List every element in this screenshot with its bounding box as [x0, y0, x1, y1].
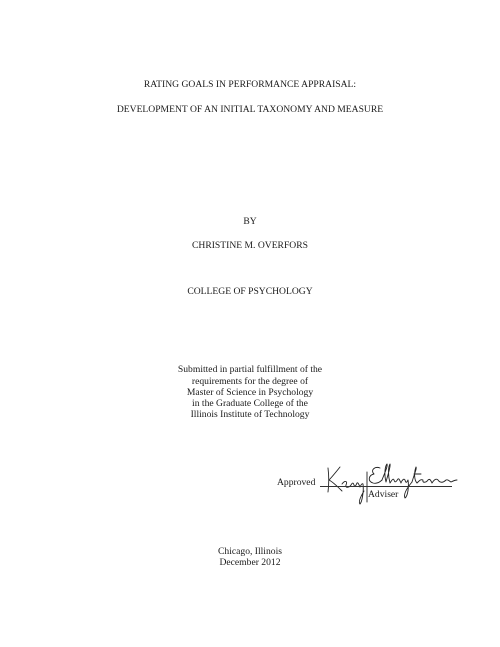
- thesis-title-line-2: DEVELOPMENT OF AN INITIAL TAXONOMY AND MEASURE: [116, 104, 384, 115]
- adviser-signature: [320, 458, 460, 506]
- submission-line-2: requirements for the degree of: [191, 376, 309, 387]
- submission-date: December 2012: [219, 557, 281, 568]
- adviser-label: Adviser: [368, 489, 399, 500]
- thesis-title-line-1: RATING GOALS IN PERFORMANCE APPRAISAL:: [143, 79, 357, 90]
- submission-line-5: Illinois Institute of Technology: [190, 409, 310, 420]
- signature-line: [320, 486, 452, 487]
- approved-label: Approved: [277, 477, 316, 488]
- author-name: CHRISTINE M. OVERFORS: [192, 240, 308, 251]
- submission-line-3: Master of Science in Psychology: [186, 387, 314, 398]
- by-label: BY: [243, 216, 257, 227]
- location: Chicago, Illinois: [218, 546, 282, 557]
- college-name: COLLEGE OF PSYCHOLOGY: [187, 286, 313, 297]
- submission-line-4: in the Graduate College of the: [192, 398, 308, 409]
- submission-line-1: Submitted in partial fulfillment of the: [177, 364, 323, 375]
